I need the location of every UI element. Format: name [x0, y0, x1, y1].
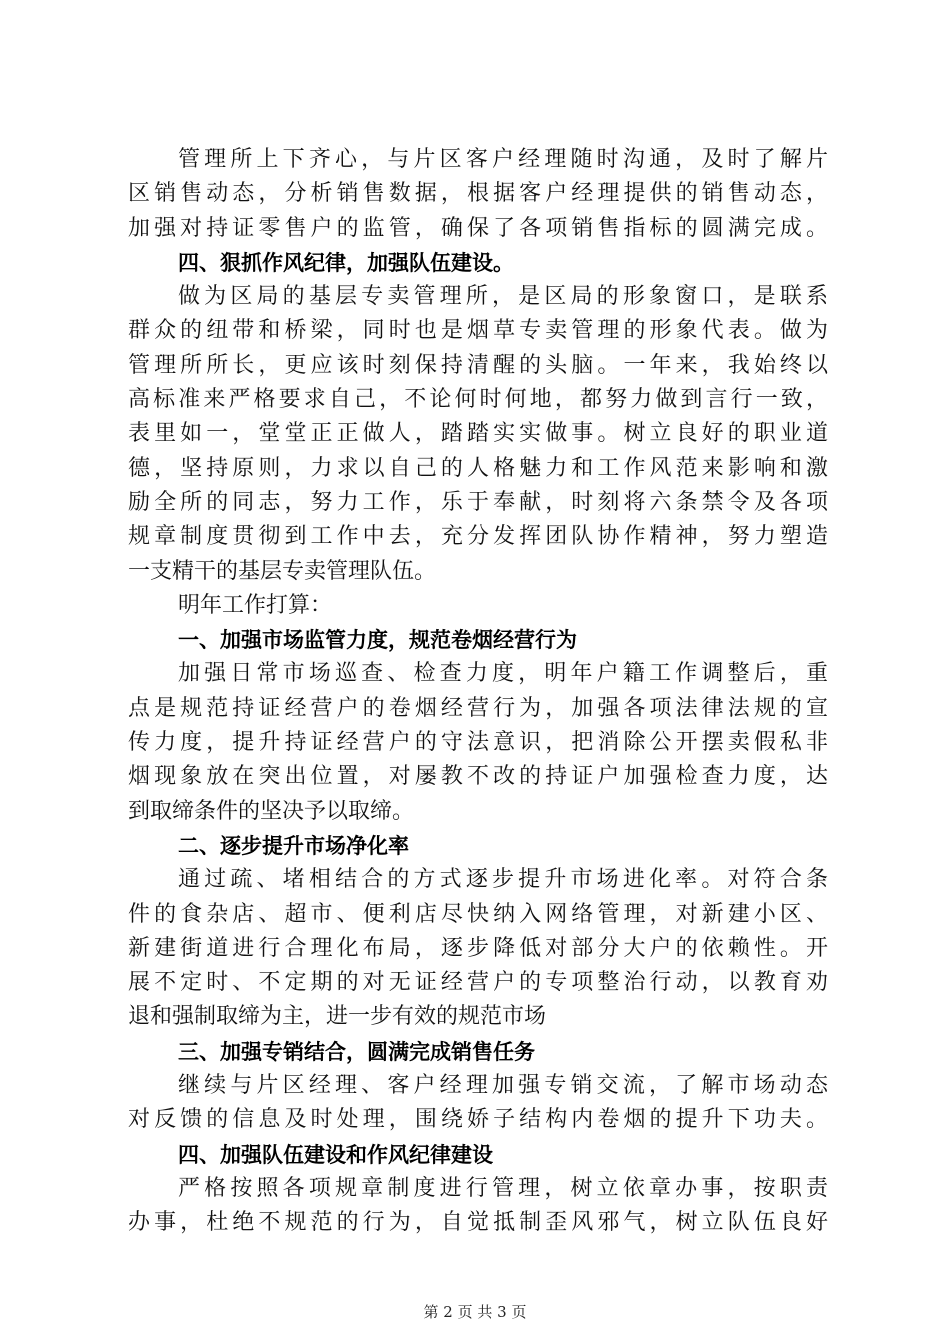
paragraph-line: 区销售动态，分析销售数据，根据客户经理提供的销售动态， [128, 181, 828, 207]
paragraph-line: 烟现象放在突出位置，对屡教不改的持证户加强检查力度，达 [128, 764, 828, 790]
section-heading: 四、狠抓作风纪律，加强队伍建设。 [178, 250, 514, 275]
paragraph-line: 明年工作打算： [178, 592, 333, 618]
paragraph-line: 对反馈的信息及时处理，围绕娇子结构内卷烟的提升下功夫。 [128, 1107, 828, 1133]
paragraph-line: 管理所上下齐心，与片区客户经理随时沟通，及时了解片 [178, 147, 828, 172]
paragraph-line: 传力度，提升持证经营户的守法意识，把消除公开摆卖假私非 [128, 730, 828, 756]
paragraph-line: 加强日常市场巡查、检查力度，明年户籍工作调整后，重 [178, 661, 828, 687]
paragraph-line: 高标准来严格要求自己，不论何时何地，都努力做到言行一致， [128, 387, 828, 413]
paragraph-line: 一支精干的基层专卖管理队伍。 [128, 558, 437, 584]
paragraph-line: 退和强制取缔为主，进一步有效的规范市场 [128, 1004, 547, 1030]
section-heading: 四、加强队伍建设和作风纪律建设 [178, 1142, 493, 1167]
paragraph-line: 表里如一，堂堂正正做人，踏踏实实做事。树立良好的职业道 [128, 421, 828, 447]
paragraph-line: 规章制度贯彻到工作中去，充分发挥团队协作精神，努力塑造 [128, 524, 828, 550]
paragraph-line: 到取缔条件的坚决予以取缔。 [128, 798, 415, 824]
document-body [128, 143, 828, 1241]
section-heading: 三、加强专销结合，圆满完成销售任务 [178, 1039, 535, 1064]
section-heading: 二、逐步提升市场净化率 [178, 833, 409, 858]
paragraph-line: 点是规范持证经营户的卷烟经营行为，加强各项法律法规的宣 [128, 695, 828, 721]
paragraph-line: 件的食杂店、超市、便利店尽快纳入网络管理，对新建小区、 [128, 901, 828, 927]
paragraph-line: 新建街道进行合理化布局，逐步降低对部分大户的依赖性。开 [128, 935, 828, 961]
paragraph-line: 德，坚持原则，力求以自己的人格魅力和工作风范来影响和激 [128, 455, 828, 481]
paragraph-line: 通过疏、堵相结合的方式逐步提升市场进化率。对符合条 [178, 867, 828, 893]
page-number-footer: 第 2 页 共 3 页 [423, 1303, 527, 1321]
paragraph-line: 加强对持证零售户的监管，确保了各项销售指标的圆满完成。 [128, 215, 828, 241]
paragraph-line: 严格按照各项规章制度进行管理，树立依章办事，按职责 [178, 1175, 828, 1201]
paragraph-line: 做为区局的基层专卖管理所，是区局的形象窗口，是联系 [178, 284, 828, 310]
paragraph-line: 展不定时、不定期的对无证经营户的专项整治行动，以教育劝 [128, 970, 828, 996]
paragraph-line: 励全所的同志，努力工作，乐于奉献，时刻将六条禁令及各项 [128, 489, 828, 515]
paragraph-line: 群众的纽带和桥梁，同时也是烟草专卖管理的形象代表。做为 [128, 318, 828, 344]
section-heading: 一、加强市场监管力度，规范卷烟经营行为 [178, 628, 577, 653]
paragraph-line: 管理所所长，更应该时刻保持清醒的头脑。一年来，我始终以 [128, 352, 828, 378]
paragraph-line: 办事，杜绝不规范的行为，自觉抵制歪风邪气，树立队伍良好 [128, 1210, 828, 1236]
paragraph-line: 继续与片区经理、客户经理加强专销交流，了解市场动态 [178, 1073, 828, 1099]
